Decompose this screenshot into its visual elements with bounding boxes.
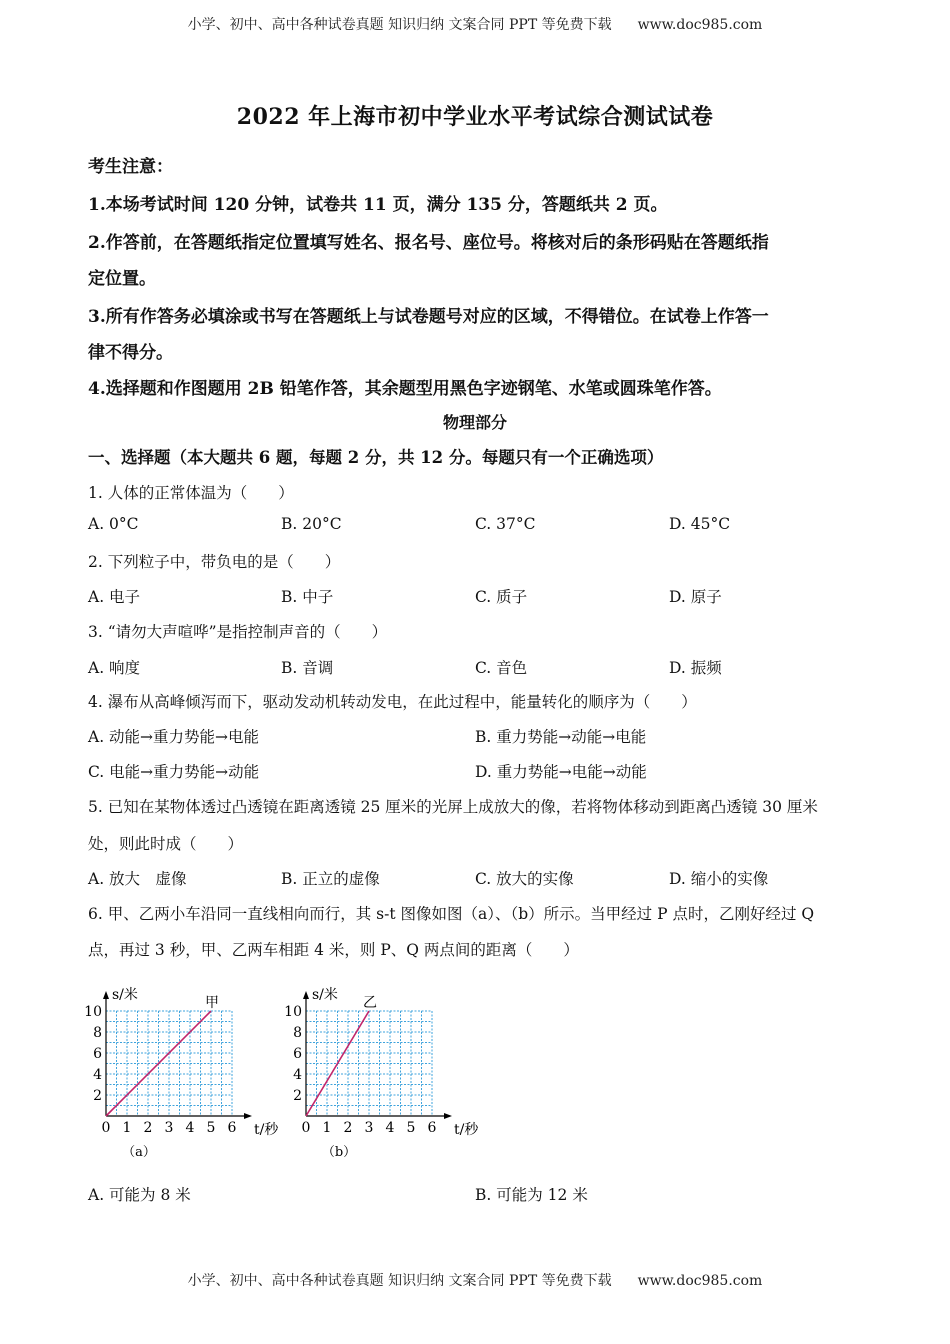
y-axis-arrow [303, 991, 309, 999]
option-a: A. 可能为 8 米 [88, 1186, 191, 1204]
y-tick-label: 6 [293, 1046, 302, 1062]
x-axis-arrow [444, 1113, 452, 1119]
graph-caption: （a） [122, 1145, 156, 1160]
option-a: A. 0°C [88, 515, 139, 533]
option-a: A. 电子 [88, 588, 141, 606]
exam-title: 2022 年上海市初中学业水平考试综合测试试卷 [236, 104, 714, 130]
notice-item: 律不得分。 [88, 343, 173, 363]
option-d: D. 原子 [669, 588, 722, 606]
x-tick-label: 4 [385, 1120, 395, 1136]
x-tick-label: 1 [122, 1120, 132, 1136]
page-header [0, 14, 950, 34]
x-axis-arrow [244, 1113, 252, 1119]
x-tick-label: 3 [364, 1120, 374, 1136]
x-tick-label: 5 [206, 1120, 216, 1136]
graph-caption: （b） [321, 1145, 357, 1160]
x-tick-label: 0 [301, 1120, 311, 1136]
x-tick-label: 3 [164, 1120, 174, 1136]
notice-item: 3.所有作答务必填涂或书写在答题纸上与试卷题号对应的区域，不得错位。在试卷上作答一 [88, 307, 769, 327]
series-label: 乙 [363, 995, 377, 1011]
question-stem: 2. 下列粒子中，带负电的是（ ） [88, 553, 341, 571]
y-axis-label: s/米 [112, 987, 138, 1003]
option-d: D. 缩小的实像 [669, 870, 769, 888]
section-title: 物理部分 [442, 413, 507, 432]
y-tick-label: 8 [93, 1025, 102, 1041]
st-graph-a [80, 966, 290, 1166]
option-c: C. 37°C [475, 515, 536, 533]
y-tick-label: 2 [93, 1088, 102, 1104]
x-axis-label: t/秒 [254, 1122, 279, 1138]
notice-heading: 考生注意： [88, 157, 173, 177]
x-tick-label: 0 [101, 1120, 111, 1136]
y-axis-label: s/米 [312, 987, 338, 1003]
notice-item: 1.本场考试时间 120 分钟，试卷共 11 页，满分 135 分，答题纸共 2 页。 [88, 195, 668, 215]
x-tick-label: 6 [227, 1120, 237, 1136]
x-tick-label: 1 [322, 1120, 332, 1136]
x-tick-label: 2 [143, 1120, 153, 1136]
notice-item: 定位置。 [88, 269, 156, 289]
header-text: 小学、初中、高中各种试卷真题 知识归纳 文案合同 PPT 等免费下载 [187, 17, 612, 33]
series-label: 甲 [205, 995, 219, 1011]
x-tick-label: 6 [427, 1120, 437, 1136]
x-tick-label: 4 [185, 1120, 195, 1136]
option-b: B. 可能为 12 米 [475, 1186, 588, 1204]
question-stem: 3. “请勿大声喧哗”是指控制声音的（ ） [88, 623, 388, 641]
y-tick-label: 10 [284, 1004, 302, 1020]
notice-item: 4.选择题和作图题用 2B 铅笔作答，其余题型用黑色字迹钢笔、水笔或圆珠笔作答。 [88, 379, 722, 399]
option-c: C. 质子 [475, 588, 528, 606]
footer-site: www.doc985.com [637, 1273, 763, 1289]
question-stem: 6. 甲、乙两小车沿同一直线相向而行，其 s-t 图像如图（a）、（b）所示。当甲经过 P 点时，乙刚好经过 Q [88, 905, 815, 923]
option-c: C. 放大的实像 [475, 870, 574, 888]
question-stem: 5. 已知在某物体透过凸透镜在距离透镜 25 厘米的光屏上成放大的像，若将物体移动到距离凸透镜 30 厘米 [88, 798, 818, 816]
option-c: C. 音色 [475, 659, 528, 677]
option-b: B. 音调 [281, 659, 334, 677]
y-axis-arrow [103, 991, 109, 999]
option-b: B. 正立的虚像 [281, 870, 380, 888]
option-d: D. 振频 [669, 659, 722, 677]
option-b: B. 中子 [281, 588, 334, 606]
option-a: A. 响度 [88, 659, 141, 677]
page-footer [0, 1270, 950, 1290]
header-site: www.doc985.com [637, 17, 763, 33]
y-tick-label: 4 [93, 1067, 102, 1083]
question-stem: 4. 瀑布从高峰倾泻而下，驱动发动机转动发电，在此过程中，能量转化的顺序为（ ） [88, 693, 697, 711]
y-tick-label: 8 [293, 1025, 302, 1041]
part-title: 一、选择题（本大题共 6 题，每题 2 分，共 12 分。每题只有一个正确选项） [88, 448, 664, 467]
footer-text: 小学、初中、高中各种试卷真题 知识归纳 文案合同 PPT 等免费下载 [187, 1273, 612, 1289]
st-graph-b [280, 966, 490, 1166]
option-c: C. 电能→重力势能→动能 [88, 763, 260, 781]
option-d: D. 重力势能→电能→动能 [475, 763, 647, 781]
y-tick-label: 2 [293, 1088, 302, 1104]
option-b: B. 重力势能→动能→电能 [475, 728, 647, 746]
question-stem-cont: 点，再过 3 秒，甲、乙两车相距 4 米，则 P、Q 两点间的距离（ ） [88, 941, 579, 959]
option-b: B. 20°C [281, 515, 342, 533]
x-tick-label: 5 [406, 1120, 416, 1136]
question-stem: 1. 人体的正常体温为（ ） [88, 484, 294, 502]
y-tick-label: 6 [93, 1046, 102, 1062]
notice-item: 2.作答前，在答题纸指定位置填写姓名、报名号、座位号。将核对后的条形码贴在答题纸指 [88, 233, 769, 253]
y-tick-label: 4 [293, 1067, 302, 1083]
option-a: A. 放大 虚像 [88, 870, 187, 888]
y-tick-label: 10 [84, 1004, 102, 1020]
option-d: D. 45°C [669, 515, 731, 533]
x-tick-label: 2 [343, 1120, 353, 1136]
x-axis-label: t/秒 [454, 1122, 479, 1138]
option-a: A. 动能→重力势能→电能 [88, 728, 260, 746]
question-stem-cont: 处，则此时成（ ） [88, 835, 244, 853]
